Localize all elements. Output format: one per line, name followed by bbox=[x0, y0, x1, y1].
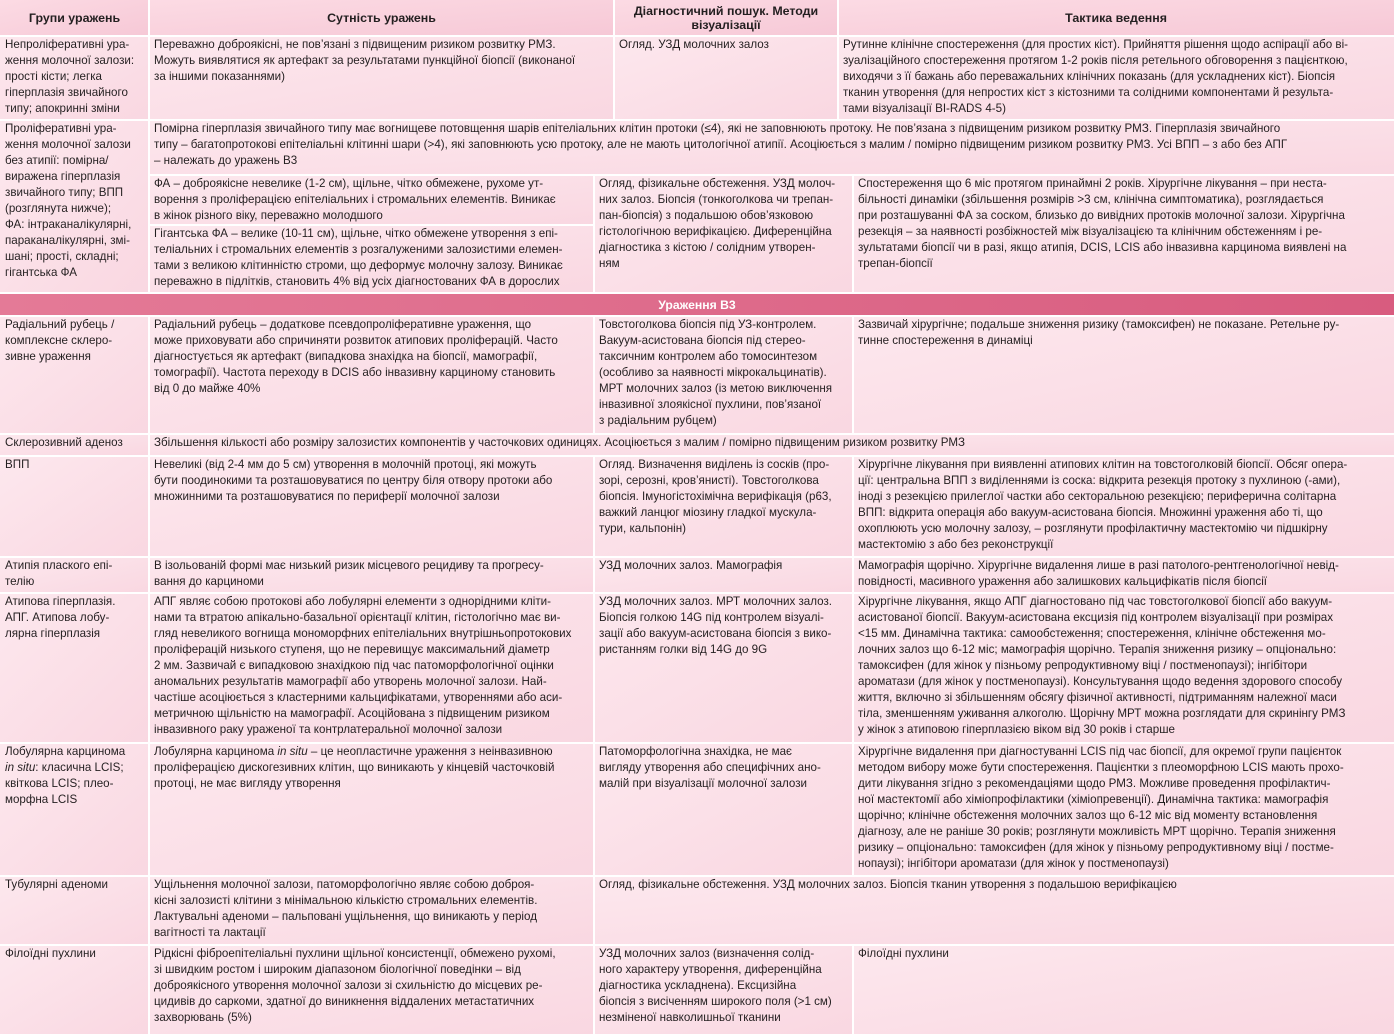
row-fa-diagnostics: Огляд, фізикальне обстеження. УЗД молоч- них залоз. Біопсія (тонкоголкова чи трепан- пан-біопсія) з подальшою обов’язковою гістологічною верифікацією. Диференційна діагностика з кістою / солідним утворен- ням bbox=[594, 175, 853, 293]
row-lcis-group bbox=[0, 743, 149, 876]
row-lcis-diagnostics: Патоморфологічна знахідка, не має вигляду утворення або специфічних ано- малій при візуалізації молочної залози bbox=[594, 743, 853, 876]
row-lcis-tactics: Хірургічне видалення при діагностуванні LCIS під час біопсії, для окремої групи пацієнток методом вибору може бути спостереження. Пацієнтки з плеоморфною LCIS мають прохо- дити лікування згідно з рекомендаціями щодо РМЗ. Можливе проведення профілактич- ної мастектомії або хіміопрофілактики (хіміопревенції). Динамічна тактика: мамографія щорічно; клінічне обстеження молочних залоз що 6-12 міс від моменту встановлення діагнозу, але не раніше 30 років; розглянути можливість МРТ щорічно. Терапія зниження ризику – опціонально: тамоксифен (для жінок у пізньому репродуктивному віці / постме- нопаузі); інгібітори ароматази (для жінок у постменопаузі) bbox=[853, 743, 1394, 876]
lcis-essence-italic: in situ bbox=[277, 745, 308, 758]
grid-line bbox=[837, 0, 839, 120]
grid-line bbox=[852, 945, 854, 1034]
grid-line bbox=[148, 316, 150, 1034]
row-nonproliferative-diagnostics: Огляд. УЗД молочних залоз bbox=[614, 36, 838, 120]
header-tactics: Тактика ведення bbox=[838, 0, 1394, 36]
grid-line bbox=[593, 876, 595, 1034]
grid-line bbox=[0, 455, 1394, 457]
row-nonproliferative-essence: Переважно доброякісні, не пов’язані з підвищеним ризиком розвитку РМЗ. Можуть виявлятися як артефакт за результатами пункційної біопсії (виконаної за іншими показаннями) bbox=[149, 36, 614, 120]
row-radial-scar-essence: Радіальний рубець – додаткове псевдопроліферативне ураження, що може приховувати або спричиняти розвиток атипових проліферацій. Часто діагностується як артефакт (випадкова знахідка на біопсії, мамографії, томографії). Частота переходу в DCIS або інвазивну карциному становить від 0 до майже 40% bbox=[149, 316, 594, 434]
section-band-b3: Ураження В3 bbox=[0, 293, 1394, 316]
lcis-essence-rest: – це неопластичне ураження з неінвазивною проліферацією дискогезивних клітин, що виникають у кінцевій часточковій протоці, не має вигляду утворення bbox=[154, 745, 555, 790]
row-sclerosing-adenosis-group: Склерозивний аденоз bbox=[0, 434, 149, 456]
row-tubular-adenomas-essence: Ущільнення молочної залози, патоморфологічно являє собою доброя- кісні залозисті клітини з мінімальною кількістю стромальних елементів. Лактувальні аденоми – пальповані ущільнення, що виникають у період вагітності та лактації bbox=[149, 876, 594, 945]
header-groups: Групи уражень bbox=[0, 0, 149, 36]
grid-line bbox=[613, 0, 615, 120]
row-atypical-hyperplasia-essence: АПГ являє собою протокові або лобулярні елементи з однорідними кліти- нами та втратою апікально-базальної орієнтації клітин, гістологічно має ви- гляд невеликого вогнища ​​мономорфних епітеліальних внутрішньопротокових проліферацій низького ступеня, що не перевищує максимальний діаметр 2 мм. Зазвичай є випадковою знахідкою під час патоморфологічної оцінки аномальних результатів мамографії або утворень молочної залози. Най- частіше асоціюється з кластерними кальцифікатами, утвореннями або аси- метричною щільністю на мамографії. Асоційована з підвищеним ризиком інвазивного раку ураженої та контрлатеральної молочної залози bbox=[149, 593, 594, 743]
grid-line bbox=[0, 742, 1394, 744]
row-flat-atypia-diagnostics: УЗД молочних залоз. Мамографія bbox=[594, 557, 853, 593]
grid-line bbox=[0, 35, 1394, 37]
row-giant-fa-essence: Гігантська ФА – велике (10-11 см), щільне, чітко обмежене утворення з епі- теліальних і стромальних елементів з розгалуженими залозистими елемен- тами з великою клітинністю строми, що деформує молочну залозу. Виникає переважно в підлітків, становить 4% від усіх діагностованих ФА в дорослих bbox=[149, 225, 594, 293]
row-tubular-adenomas-diagnostics-tactics: Огляд, фізикальне обстеження. УЗД молочних залоз. Біопсія тканин утворення з подальшою верифікацією bbox=[594, 876, 1394, 945]
row-atypical-hyperplasia-group: Атипова гіперплазія. АПГ. Атипова лобу- лярна гіперплазія bbox=[0, 593, 149, 743]
row-atypical-hyperplasia-diagnostics: УЗД молочних залоз. МРТ молочних залоз. Біопсія голкою 14G під контролем візуалі- зації або вакуум-асистована біопсія з вико- ристанням голки від 14G до 9G bbox=[594, 593, 853, 743]
grid-line bbox=[0, 315, 1394, 317]
row-phyllodes-tactics: Філоїдні пухлини bbox=[853, 945, 1394, 1034]
row-radial-scar-tactics: Зазвичай хірургічне; подальше зниження ризику (тамоксифен) не показане. Ретельне ру- тинне спостереження в динаміці bbox=[853, 316, 1394, 434]
row-vpp-essence: Невеликі (від 2-4 мм до 5 см) утворення в молочній протоці, які можуть бути поодинокими та розташовуватися по центру біля отвору протоки або множинними та розташовуватися по периферії молочної залози bbox=[149, 456, 594, 557]
row-flat-atypia-group: Атипія плаского епі- телію bbox=[0, 557, 149, 593]
lcis-group-line1: Лобулярна карцинома bbox=[5, 745, 126, 758]
lcis-group-rest: : класична LCIS; квіткова LCIS; плео- морфна LCIS bbox=[5, 761, 124, 806]
lcis-group-italic: in situ bbox=[5, 761, 36, 774]
row-flat-atypia-essence: В ізольованій формі має низький ризик місцевого рецидиву та прогресу- вання до карциноми bbox=[149, 557, 594, 593]
lcis-essence-prefix: Лобулярна карцинома bbox=[154, 745, 278, 758]
grid-line bbox=[0, 292, 1394, 294]
row-fa-tactics: Спостереження що 6 міс протягом принаймні 2 років. Хірургічне лікування – при неста- більності динаміки (збільшення розмірів >3 см, клінічна симптоматика), розглядається при розташуванні ФА за соском, близько до вивідних протоків молочної залози. Хірургічна резекція – за наявності розбіжностей між візуалізацією та клінічним обстеженням і ре- зультатами біопсії чи в разі, якщо атипія, DCIS, LCIS або інвазивна карцинома виявлені на трепан-біопсії bbox=[853, 175, 1394, 293]
grid-line bbox=[0, 592, 1394, 594]
row-proliferative-group: Проліферативні ура- ження молочної залози без атипії: помірна/ виражена гіперплазія звичайного типу; ВПП (розглянута нижче); ФА: інтраканалікулярні, параканалікулярні, змі- шані; прості, складні; гігантська ФА bbox=[0, 120, 149, 293]
row-tubular-adenomas-group: Тубулярні аденоми bbox=[0, 876, 149, 945]
row-atypical-hyperplasia-tactics: Хірургічне лікування, якщо АПГ діагностовано під час товстоголкової біопсії або вакуум- асистованої біопсії. Вакуум-асистована ексцизія під контролем візуалізації при розмірах <15 мм. Динамічна тактика: самообстеження; спостереження, клінічне обстеження мо- лочних залоз що 6-12 міс; мамографія щорічно. Терапія зниження ризику – опціонально: тамоксифен (для жінок у пізньому репродуктивному віці / постменопаузі); інгібітори ароматази (для жінок у постменопаузі). Консультування щодо ведення здорового способу життя, включно зі збільшенням обсягу фізичної активності, підтриманням належної маси тіла, зменшенням уживання алкоголю. Щорічну МРТ можна розглядати для скринінгу РМЗ у жінок з атиповою гіперплазією віком від 30 років і старше bbox=[853, 593, 1394, 743]
grid-line bbox=[148, 0, 150, 293]
row-vpp-tactics: Хірургічне лікування при виявленні атипових клітин на товстоголковій біопсії. Обсяг опера- ції: центральна ВПП з виділеннями із соска: відкрита резекція протоку з пухлиною (-ами), іноді з резекцією прилеглої частки або секторальною резекцією; периферична солітарна ВПП: відкрита операція або вакуум-асистована біопсія. Множинні ураження або ті, що охоплюють усю молочну залозу, – розглянути профілактичну мастектомію чи підшкірну мастектомію з або без реконструкції bbox=[853, 456, 1394, 557]
grid-line bbox=[593, 456, 595, 876]
grid-line bbox=[0, 556, 1394, 558]
grid-line bbox=[593, 175, 595, 293]
row-radial-scar-group: Радіальний рубець / комплексне склеро- зивне ураження bbox=[0, 316, 149, 434]
row-nonproliferative-tactics: Рутинне клінічне спостереження (для простих кіст). Прийняття рішення щодо аспірації або ві- зуалізаційного спостереження протягом 1-2 років після ретельного обговорення з пацієнткою, виходячи з її бажань або переважальних клінічних показань (для ускладнених кіст). Біопсія тканин утворення (для непростих кіст з кістозними та солідними компонентами й результа- тами візуалізації BI-RADS 4-5) bbox=[838, 36, 1394, 120]
row-fa-essence: ФА – доброякісне невелике (1-2 см), щільне, чітко обмежене, рухоме ут- ворення з проліферацією епітеліальних і стромальних елементів. Виникає в жінок різного віку, переважно молодшого bbox=[149, 175, 594, 225]
grid-line bbox=[0, 119, 1394, 121]
grid-line bbox=[852, 175, 854, 293]
row-phyllodes-essence: Рідкісні фіброепітеліальні пухлини щільної консистенції, обмежено рухомі, зі швидким ростом і широким діапазоном біологічної поведінки – від доброякісного утворення молочної залози зі схильністю до місцевих ре- цидивів до саркоми, здатної до виникнення віддалених метастатичних захворювань (5%) bbox=[149, 945, 594, 1034]
row-proliferative-summary: Помірна гіперплазія звичайного типу має вогнищеве потовщення шарів епітеліальних клітин протоки (≤4), які не заповнюють протоку. Не пов’язана з підвищеним ризиком розвитку РМЗ. Гіперплазія звичайного типу – багатопротокові епітеліальні клітинні шари (>4), які заповнюють усю протоку, але не мають цитологічної атипії. Асоціюється з малим / помірно підвищеним ризиком розвитку РМЗ. Усі ВПП – з або без АПГ – належать до уражень В3 bbox=[149, 120, 1394, 175]
row-phyllodes-diagnostics: УЗД молочних залоз (визначення солід- ного характеру утворення, диференційна діагностика ускладнена). Ексцизійна біопсія з висіченням широкого поля (>1 см) незміненої навколишньої тканини bbox=[594, 945, 853, 1034]
row-radial-scar-diagnostics: Товстоголкова біопсія під УЗ-контролем. Вакуум-асистована біопсія під стерео- таксичним контролем або томосинтезом (особливо за наявності мікрокальцинатів). МРТ молочних залоз (із метою виключення інвазивної злоякісної пухлини, пов’язаної з радіальним рубцем) bbox=[594, 316, 853, 434]
row-flat-atypia-tactics: Мамографія щорічно. Хірургічне видалення лише в разі патолого-рентгенологічної невід- повідності, масивного ураження або залишкових кальцифікатів після біопсії bbox=[853, 557, 1394, 593]
grid-line bbox=[149, 224, 594, 226]
grid-line bbox=[149, 174, 1394, 176]
grid-line bbox=[0, 433, 1394, 435]
row-phyllodes-group: Філоїдні пухлини bbox=[0, 945, 149, 1034]
header-diagnostics: Діагностичний пошук. Методи візуалізації bbox=[614, 0, 838, 36]
grid-line bbox=[852, 316, 854, 434]
row-lcis-essence bbox=[149, 743, 594, 876]
grid-line bbox=[0, 875, 1394, 877]
grid-line bbox=[593, 316, 595, 434]
row-vpp-diagnostics: Огляд. Визначення виділень із сосків (про- зорі, серозні, кров’янисті). Товстоголкова біопсія. Імуногістохімічна верифікація (р63, важкий ланцюг міозину гладкої мускула- тури, кальпонін) bbox=[594, 456, 853, 557]
grid-line bbox=[852, 456, 854, 876]
row-vpp-group: ВПП bbox=[0, 456, 149, 557]
row-nonproliferative-group: Непроліферативні ура- ження молочної залози: прості кісти; легка гіперплазія звичайного типу; апокринні зміни bbox=[0, 36, 149, 120]
grid-line bbox=[0, 944, 1394, 946]
header-essence: Сутність уражень bbox=[149, 0, 614, 36]
row-sclerosing-adenosis-essence: Збільшення кількості або розміру залозистих компонентів у часточкових одиницях. Асоціюється з малим / помірно підвищеним ризиком розвитку РМЗ bbox=[149, 434, 1394, 456]
